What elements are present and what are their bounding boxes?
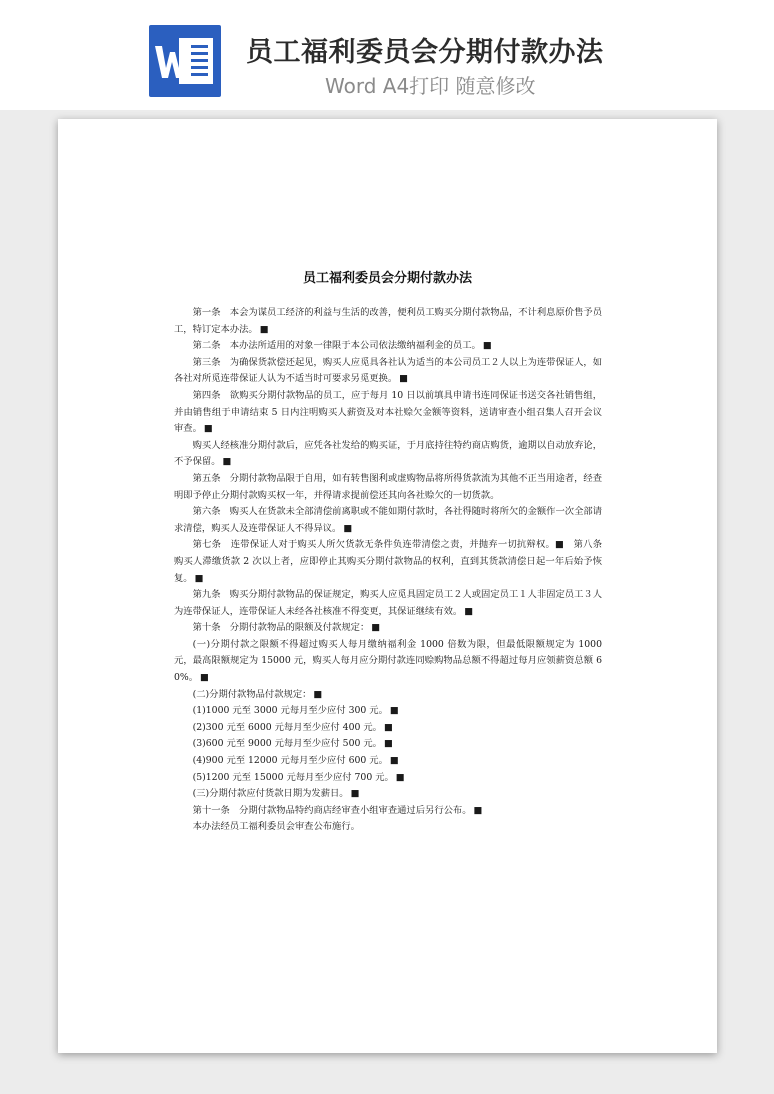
word-icon (149, 25, 221, 97)
document-paragraph (174, 504, 602, 537)
paragraph-mark: ■ (399, 373, 408, 385)
document-paragraph (174, 786, 602, 803)
paragraph-text: 第十一条 分期付款物品特约商店经审查小组审查通过后另行公布。 (192, 804, 472, 816)
paragraph-text: (二)分期付款物品付款规定： (192, 688, 312, 700)
paragraph-mark: ■ (473, 804, 483, 816)
document-paragraph (174, 620, 602, 637)
paragraph-text: 第十条 分期付款物品的限额及付款规定： (192, 622, 370, 634)
paragraph-mark: ■ (203, 423, 213, 435)
document-paragraph (174, 305, 602, 338)
document-body (174, 305, 612, 836)
paragraph-text: 第七条 连带保证人对于购买人所欠货款无条件负连带清偿之责，并抛弃一切抗辩权。■ 第八条 购买人滞缴货款 2 次以上者，应即停止其购买分期付款物品的权利，直到其货款清偿日起一年后始予恢复。 (174, 539, 612, 584)
paragraph-mark: ■ (200, 672, 209, 684)
document-paragraph (174, 687, 602, 704)
paragraph-text: (1)1000 元至 3000 元每月至少应付 300 元。 (192, 705, 388, 717)
paragraph-mark: ■ (383, 738, 393, 750)
paragraph-text: (2)300 元至 6000 元每月至少应付 400 元。 (192, 721, 382, 733)
paragraph-mark: ■ (222, 456, 232, 468)
document-paragraph (174, 803, 602, 820)
paragraph-mark: ■ (395, 771, 405, 783)
document-paragraph (174, 753, 602, 770)
paragraph-mark: ■ (313, 688, 323, 700)
header-title: 员工福利委员会分期付款办法 (246, 37, 604, 68)
document-paragraph (174, 355, 602, 388)
paragraph-mark: ■ (389, 755, 399, 767)
paragraph-text: 第二条 本办法所适用的对象一律限于本公司依法缴纳福利金的员工。 (192, 340, 481, 352)
document-paragraph (174, 438, 602, 471)
paragraph-text: (3)600 元至 9000 元每月至少应付 500 元。 (192, 738, 382, 750)
paragraph-text: (4)900 元至 12000 元每月至少应付 600 元。 (192, 755, 388, 767)
paragraph-mark: ■ (194, 572, 204, 584)
paragraph-text: 第四条 欲购买分期付款物品的员工，应于每月 10 日以前填具申请书连同保证书送交各社销售组，并由销售组于申请结束 5 日内注明购买人薪资及对本社赊欠金额等资料，送请审查小组召集人召开会议审查。 (174, 389, 602, 435)
header-subtitle: Word A4打印 随意修改 (325, 74, 536, 98)
paragraph-mark: ■ (259, 323, 269, 335)
paragraph-text: 第三条 为确保货款偿还起见，购买人应觅具各社认为适当的本公司员工２人以上为连带保证人，如各社对所觅连带保证人认为不适当时可要求另觅更换。 (174, 356, 602, 385)
document-page (58, 119, 717, 1053)
document-paragraph (174, 388, 602, 438)
paragraph-text: (5)1200 元至 15000 元每月至少应付 700 元。 (192, 771, 394, 783)
paragraph-text: 第一条 本会为谋员工经济的利益与生活的改善，便利员工购买分期付款物品，不计利息原价售予员工，特订定本办法。 (174, 307, 602, 335)
document-paragraph (174, 637, 602, 687)
document-paragraph (174, 338, 602, 355)
paragraph-text: (一)分期付款之限额不得超过购买人每月缴纳福利金 1000 倍数为限，但最低限额规定为 1000 元，最高限额规定为 15000 元，购买人每月应分期付款连同赊购物品总额不得超过每月应领薪资总额 60%。 (174, 638, 602, 684)
document-paragraph (174, 819, 602, 836)
paragraph-text: 第六条 购买人在货款未全部清偿前离职或不能如期付款时，各社得随时将所欠的金额作一次全部请求清偿，购买人及连带保证人不得异议。 (174, 506, 602, 534)
paragraph-mark: ■ (383, 721, 393, 733)
document-title: 员工福利委员会分期付款办法 (302, 271, 472, 286)
paragraph-mark: ■ (343, 522, 353, 534)
page-header (0, 0, 774, 110)
document-paragraph (174, 537, 612, 587)
paragraph-text: 第五条 分期付款物品限于自用，如有转售图利或虚购物品将所得货款流为其他不正当用途者，经查明即予停止分期付款购买权一年，并得请求提前偿还其向各社赊欠的一切货款。 (174, 472, 602, 501)
document-paragraph (174, 587, 602, 620)
document-paragraph (174, 736, 602, 753)
document-paragraph (174, 720, 602, 737)
paragraph-text: 购买人经核准分期付款后，应凭各社发给的购买证，于月底持往特约商店购货，逾期以自动放弃论，不予保留。 (174, 439, 602, 468)
document-paragraph (174, 471, 602, 504)
paragraph-text: 第九条 购买分期付款物品的保证规定，购买人应觅具固定员工２人或固定员工１人非固定员工３人为连带保证人，连带保证人未经各社核准不得变更，其保证继续有效。 (174, 589, 602, 617)
paragraph-mark: ■ (464, 605, 474, 617)
document-paragraph (174, 703, 602, 720)
paragraph-text: (三)分期付款应付货款日期为发薪日。 (192, 788, 349, 800)
paragraph-text: 本办法经员工福利委员会审查公布施行。 (192, 821, 360, 833)
document-paragraph (174, 770, 602, 787)
paragraph-mark: ■ (371, 622, 381, 634)
paragraph-mark: ■ (389, 705, 399, 717)
paragraph-mark: ■ (482, 340, 492, 352)
paragraph-mark: ■ (350, 788, 360, 800)
